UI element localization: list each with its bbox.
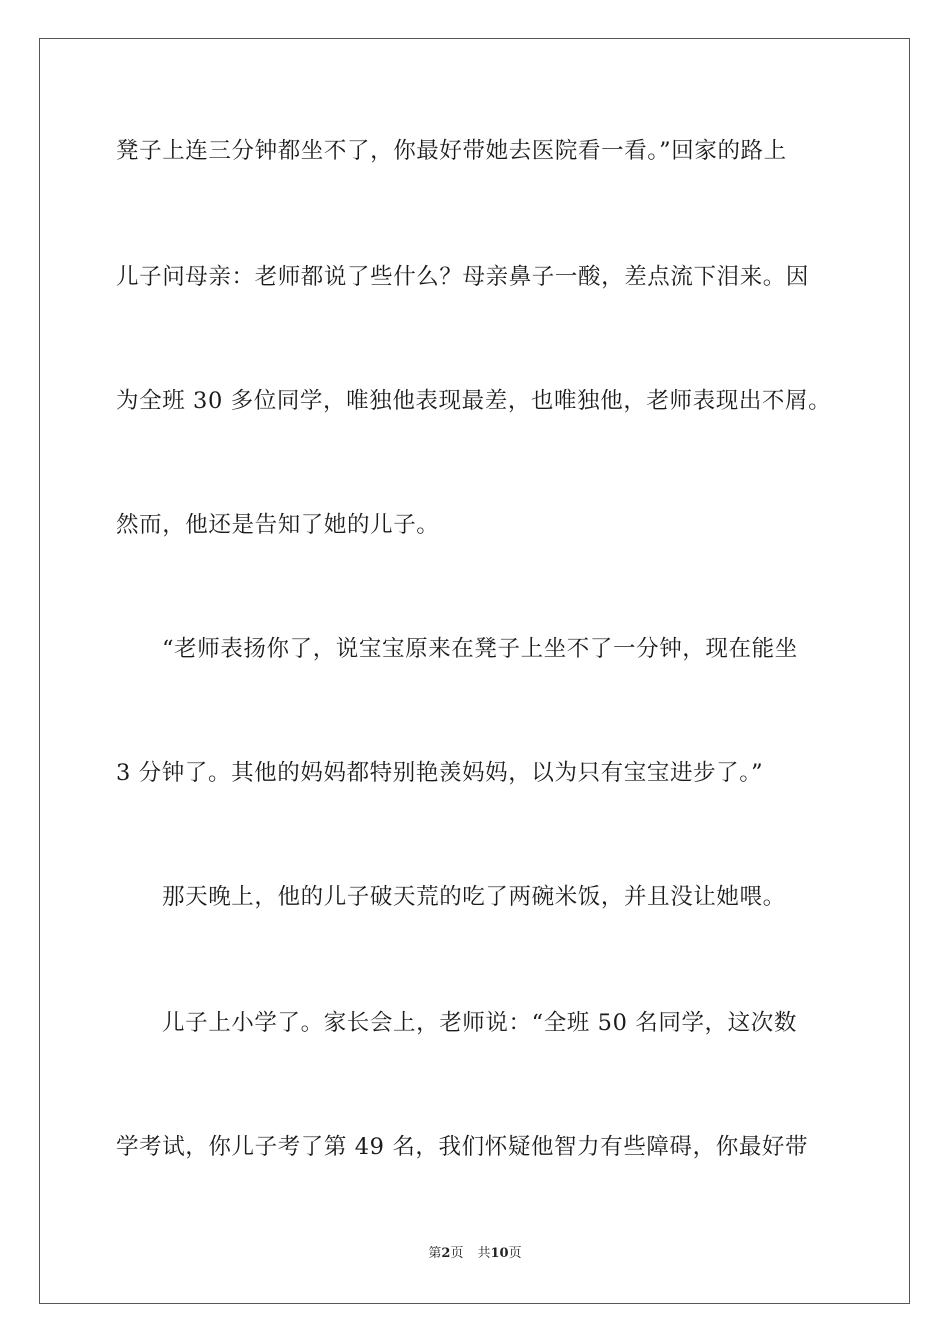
page-current-number: 2 — [441, 1246, 451, 1261]
text-line: 3 分钟了。其他的妈妈都特别艳羡妈妈，以为只有宝宝进步了。” — [116, 760, 764, 786]
text-line: 为全班 30 多位同学，唯独他表现最差，也唯独他，老师表现出不屑。 — [116, 388, 832, 414]
text-line: 学考试，你儿子考了第 49 名，我们怀疑他智力有些障碍，你最好带 — [116, 1134, 809, 1160]
text-line: 儿子问母亲：老师都说了些什么？母亲鼻子一酸，差点流下泪来。因 — [116, 264, 810, 290]
text-line: 凳子上连三分钟都坐不了，你最好带她去医院看一看。”回家的路上 — [116, 138, 787, 164]
paragraph-start-line: 那天晚上，他的儿子破天荒的吃了两碗米饭，并且没让她喂。 — [162, 884, 786, 910]
page-footer — [0, 1246, 950, 1262]
page-border — [39, 38, 910, 1304]
paragraph-start-line: 儿子上小学了。家长会上，老师说：“全班 50 名同学，这次数 — [162, 1010, 797, 1036]
page-prefix: 第 — [428, 1246, 442, 1261]
paragraph-start-line: “老师表扬你了，说宝宝原来在凳子上坐不了一分钟，现在能坐 — [162, 636, 798, 662]
page-total-number: 10 — [490, 1246, 509, 1261]
page-suffix: 页 — [450, 1246, 464, 1261]
text-line: 然而，他还是告知了她的儿子。 — [116, 512, 440, 538]
total-prefix: 共 — [477, 1246, 491, 1261]
total-suffix: 页 — [508, 1246, 522, 1261]
